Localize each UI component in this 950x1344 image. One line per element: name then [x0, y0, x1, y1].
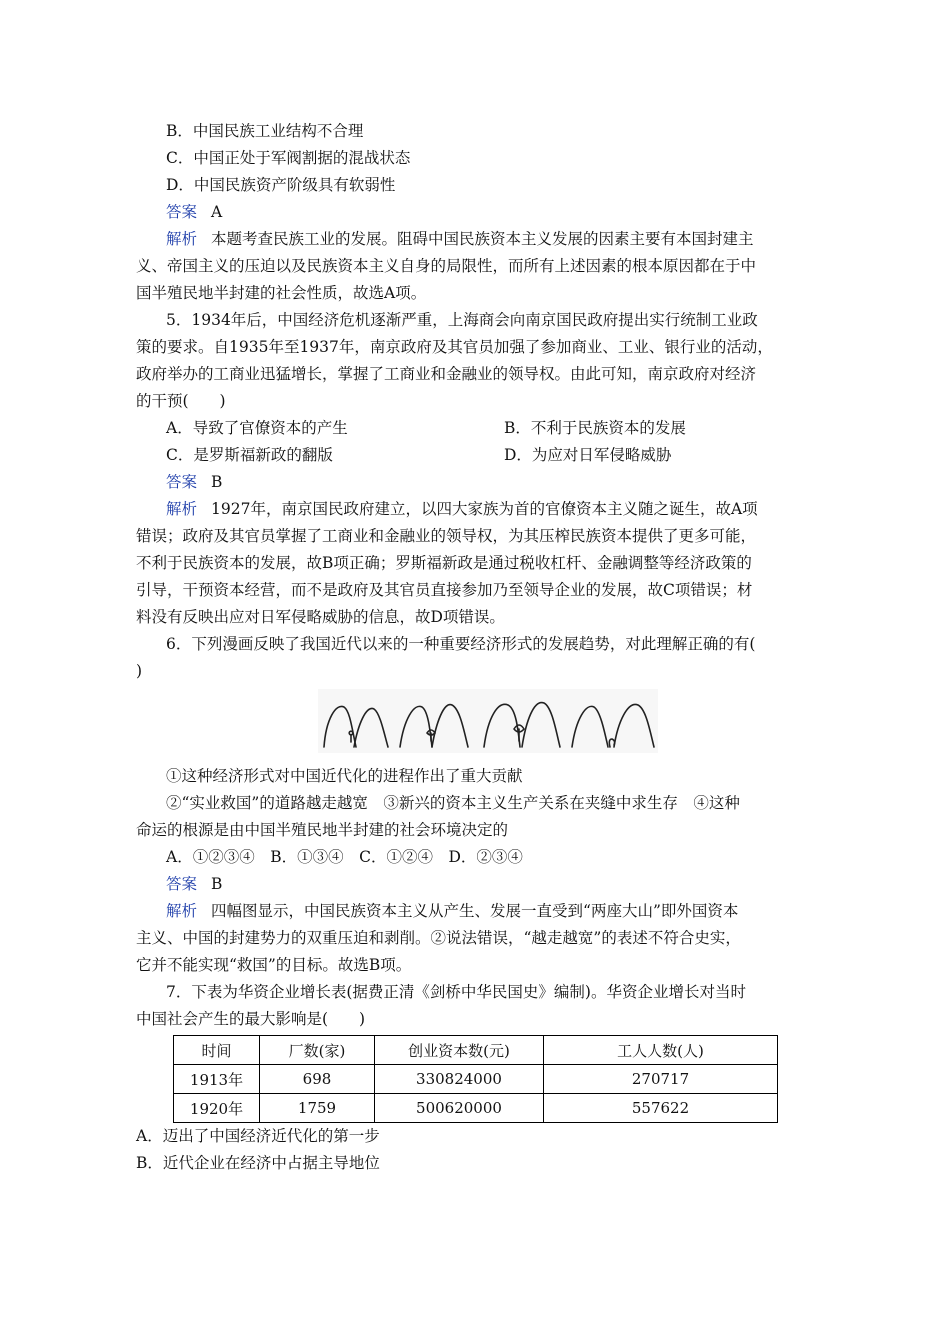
table-header-cell: 厂数(家) [260, 1036, 375, 1065]
cartoon-illustration [318, 689, 658, 753]
q4-option-d: D．中国民族资产阶级具有软弱性 [166, 176, 396, 194]
q5-options-row-2 [136, 442, 816, 469]
table-cell: 270717 [544, 1065, 778, 1094]
table-header-cell: 工人人数(人) [544, 1036, 778, 1065]
table-cell: 500620000 [375, 1094, 544, 1123]
analysis-label: 解析 [166, 500, 198, 518]
table-header-cell: 创业资本数(元) [375, 1036, 544, 1065]
cartoon-figure [136, 689, 816, 755]
q6-answer [136, 871, 816, 898]
q5-option-c: C．是罗斯福新政的翻版 [166, 446, 333, 464]
q5-options-row-1 [136, 415, 816, 442]
q6-statement-1: ①这种经济形式对中国近代化的进程作出了重大贡献 [166, 767, 523, 785]
q5-stem-line: 政府举办的工商业迅猛增长，掌握了工商业和金融业的领导权。由此可知，南京政府对经济 [136, 365, 757, 383]
q6-analysis-line: 它并不能实现“救国”的目标。故选B项。 [136, 956, 412, 974]
q6-statement-2-cont: 命运的根源是由中国半殖民地半封建的社会环境决定的 [136, 821, 509, 839]
answer-label: 答案 [166, 473, 198, 491]
table-header-cell: 时间 [174, 1036, 260, 1065]
q5-answer [136, 469, 816, 496]
answer-label: 答案 [166, 203, 198, 221]
q5-analysis-line: 料没有反映出应对日军侵略威胁的信息，故D项错误。 [136, 608, 505, 626]
q5-analysis-line: 错误；政府及其官员掌握了工商业和金融业的领导权，为其压榨民族资本提供了更多可能， [136, 527, 757, 545]
table-row [174, 1065, 778, 1094]
q5-option-d: D．为应对日军侵略威胁 [504, 446, 672, 464]
document-page [136, 118, 816, 1177]
q5-option-b: B．不利于民族资本的发展 [504, 419, 686, 437]
q6-analysis-line: 解析 四幅图显示，中国民族资本主义从产生、发展一直受到“两座大山”即外国资本 [166, 902, 739, 920]
table-cell: 1913年 [174, 1065, 260, 1094]
q4-answer [136, 199, 816, 226]
table-header-row [174, 1036, 778, 1065]
analysis-label: 解析 [166, 902, 198, 920]
q7-option-a: A．迈出了中国经济近代化的第一步 [136, 1127, 380, 1145]
q5-analysis-line: 解析 1927年，南京国民政府建立，以四大家族为首的官僚资本主义随之诞生，故A项 [166, 500, 758, 518]
q4-option-b: B．中国民族工业结构不合理 [166, 122, 364, 140]
q6-analysis-line: 主义、中国的封建势力的双重压迫和剥削。②说法错误，“越走越宽”的表述不符合史实， [136, 929, 741, 947]
q5-stem-line: 5．1934年后，中国经济危机逐渐严重，上海商会向南京国民政府提出实行统制工业政 [166, 311, 758, 329]
table-cell: 1920年 [174, 1094, 260, 1123]
q4-analysis-line: 国半殖民地半封建的社会性质，故选A项。 [136, 284, 427, 302]
q5-option-a: A．导致了官僚资本的产生 [166, 419, 348, 437]
q4-option-c: C．中国正处于军阀割据的混战状态 [166, 149, 411, 167]
enterprise-growth-table [173, 1035, 778, 1123]
table-cell: 557622 [544, 1094, 778, 1123]
q5-analysis-line: 引导，干预资本经营，而不是政府及其官员直接参加乃至领导企业的发展，故C项错误；材 [136, 581, 753, 599]
q6-stem-line: 6．下列漫画反映了我国近代以来的一种重要经济形式的发展趋势，对此理解正确的有( [166, 635, 756, 653]
q6-stem-line: ) [136, 662, 143, 680]
q7-option-b: B．近代企业在经济中占据主导地位 [136, 1154, 380, 1172]
answer-value: B [211, 473, 223, 491]
table-cell: 330824000 [375, 1065, 544, 1094]
q7-stem-line: 7．下表为华资企业增长表(据费正清《剑桥中华民国史》编制)。华资企业增长对当时 [166, 983, 746, 1001]
table-cell: 1759 [260, 1094, 375, 1123]
answer-value: B [211, 875, 223, 893]
q4-analysis-line: 义、帝国主义的压迫以及民族资本主义自身的局限性，而所有上述因素的根本原因都在于中 [136, 257, 757, 275]
q4-analysis-line: 解析 本题考查民族工业的发展。阻碍中国民族资本主义发展的因素主要有本国封建主 [166, 230, 754, 248]
q5-stem-line: 策的要求。自1935年至1937年，南京政府及其官员加强了参加商业、工业、银行业的活动， [136, 338, 773, 356]
analysis-label: 解析 [166, 230, 198, 248]
q5-analysis-line: 不利于民族资本的发展，故B项正确；罗斯福新政是通过税收杠杆、金融调整等经济政策的 [136, 554, 752, 572]
answer-value: A [211, 203, 223, 221]
q6-options: A．①②③④ B．①③④ C．①②④ D．②③④ [166, 848, 523, 866]
q7-stem-line: 中国社会产生的最大影响是( ) [136, 1010, 366, 1028]
q6-statement-2: ②“实业救国”的道路越走越宽 ③新兴的资本主义生产关系在夹缝中求生存 ④这种 [166, 794, 740, 812]
q5-stem-line: 的干预( ) [136, 392, 226, 410]
answer-label: 答案 [166, 875, 198, 893]
table-row [174, 1094, 778, 1123]
table-cell: 698 [260, 1065, 375, 1094]
